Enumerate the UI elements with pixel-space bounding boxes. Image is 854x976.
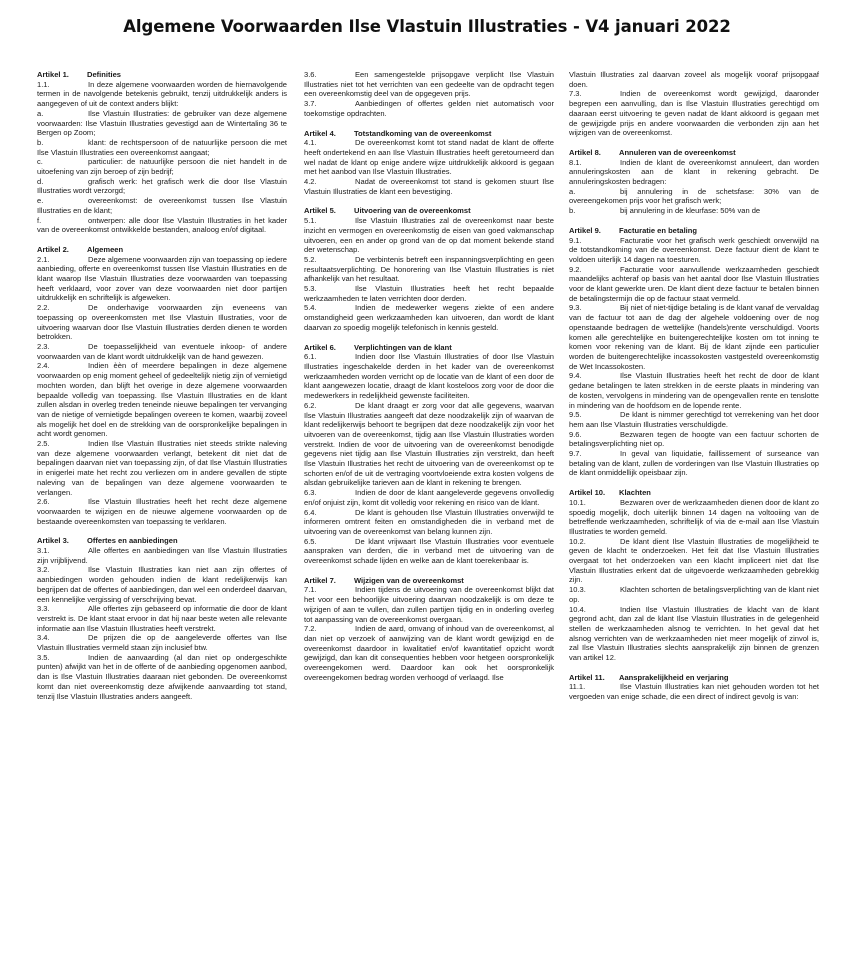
clause: [304, 303, 554, 332]
clause: [304, 70, 554, 99]
clause: [37, 653, 287, 702]
clause-number: 3.6.: [304, 70, 317, 79]
clause-text: Bezwaren tegen de hoogte van een factuur schorten de betalingsverplichting niet op.: [569, 429, 819, 449]
article-title: Facturatie en betaling: [619, 225, 698, 235]
article-heading: [37, 70, 287, 80]
article-number: Artikel 7.: [304, 575, 336, 585]
clause-number: 9.6.: [569, 429, 582, 439]
article-title: Offertes en aanbiedingen: [87, 536, 178, 546]
clause: [569, 682, 819, 701]
clause-text: Deze algemene voorwaarden zijn van toepassing op iedere aanbieding, offerte en overeenkomst tussen Ilse Vlastuin Illustraties en de klant waarop Ilse Vlastuin Illustraties deze voorwaarden van toepassing heeft verklaard, voor zover van deze voorwaarden niet door partijen uitdrukkelijk en schriftelijk is afgeweken.: [37, 254, 287, 303]
clause-number: 2.3.: [37, 341, 50, 351]
clause: [37, 303, 287, 342]
clause: [569, 206, 819, 216]
clause-text: Een samengestelde prijsopgave verplicht Ilse Vlastuin Illustraties niet tot het verrichten van een gedeelte van de opdracht tegen een overeenkomstig deel van de opgegeven prijs.: [304, 70, 554, 99]
article-number: Artikel 11.: [569, 672, 605, 682]
clause-text: De klant is gehouden Ilse Vlastuin Illustraties onverwijld te informeren omtrent feiten en omstandigheden die in verband met de uitvoering van de overeenkomst van belang kunnen zijn.: [304, 507, 554, 536]
clause-text: Indien de medewerker wegens ziekte of een andere omstandigheid geen werkzaamheden kan uitvoeren, dan wordt de klant daarvan zo spoedig mogelijk telefonisch in kennis gesteld.: [304, 303, 554, 332]
clause-text: Indien door Ilse Vlastuin Illustraties of door Ilse Vlastuin Illustraties ingeschakelde derden in het kader van de overeenkomst werkzaamheden worden verricht op de locatie van de klant of een door de klant aangewezen locatie, draagt de klant kosteloos zorg voor de door die medewerkers in redelijkheid gewenste faciliteiten.: [304, 352, 554, 401]
clause-text: Alle offertes zijn gebaseerd op informatie die door de klant verstrekt is. De klant staat ervoor in dat hij naar beste weten alle relevante informatie aan Ilse Vlastuin Illustraties heeft verstrekt.: [37, 604, 287, 633]
clause-number: 6.5.: [304, 536, 317, 546]
clause-number: 9.7.: [569, 449, 582, 459]
clause-number: 5.4.: [304, 303, 317, 313]
clause: [37, 157, 287, 176]
clause: [569, 158, 819, 187]
article-heading: [569, 488, 819, 498]
clause: [37, 255, 287, 304]
article-section: [304, 343, 554, 566]
clause-number: 2.5.: [37, 439, 50, 449]
clause-text: grafisch werk: het grafisch werk die door Ilse Vlastuin Illustraties wordt verzorgd;: [37, 176, 287, 196]
clause-text: ontwerpen: alle door Ilse Vlastuin Illustraties in het kader van de overeenkomst ontwikkelde bestanden, analoog en/of digitaal.: [37, 215, 287, 235]
clause-number: 5.3.: [304, 284, 317, 294]
clause-number: 3.2.: [37, 565, 50, 575]
article-heading: [569, 226, 819, 236]
clause: [569, 89, 819, 138]
clause-number: 4.2.: [304, 177, 317, 187]
clause: [304, 216, 554, 255]
clause-number: 9.4.: [569, 371, 582, 381]
clause-text: Aanbiedingen of offertes gelden niet automatisch voor toekomstige opdrachten.: [304, 99, 554, 118]
article-title: Verplichtingen van de klant: [354, 342, 452, 352]
clause: [304, 138, 554, 177]
clause: [37, 565, 287, 604]
clause: [37, 177, 287, 196]
clause-number: 6.4.: [304, 507, 317, 517]
clause-number: 10.4.: [569, 604, 586, 614]
article-section: [569, 673, 819, 702]
clause: [569, 303, 819, 371]
clause: [569, 605, 819, 663]
article-number: Artikel 2.: [37, 244, 69, 254]
clause: [37, 604, 287, 633]
article-section: [569, 148, 819, 216]
clause-text: Bezwaren over de werkzaamheden dienen door de klant zo spoedig mogelijk, doch uiterlijk binnen 14 dagen na voltooiing van de betreffende werkzaamheden, schriftelijk of via de e-mail aan Ilse Vlastuin Illustraties te worden gemeld.: [569, 497, 819, 536]
clause-number: f.: [37, 215, 42, 225]
article-number: Artikel 1.: [37, 70, 69, 79]
article-section: [304, 576, 554, 683]
clause-number: 9.5.: [569, 410, 582, 420]
article-number: Artikel 9.: [569, 225, 601, 235]
article-section: [569, 226, 819, 478]
clause: [569, 70, 819, 89]
clause-text: Bij niet of niet-tijdige betaling is de klant vanaf de vervaldag van de factuur tot aan de dag der algehele voldoening over de nog openstaande bedragen de wettelijke (handels)rente verschuldigd. Voorts komen alle gerechtelijke en buitengerechtelijke kosten om tot inning te komen voor rekening van de klant. Bij de klant zijnde een particulier worden de buitengerechtelijke incassokosten vastgesteld overeenkomstig de Wet Incassokosten.: [569, 303, 819, 371]
clause-text: De toepasselijkheid van eventuele inkoop- of andere voorwaarden van de klant wordt uitdrukkelijk van de hand gewezen.: [37, 341, 287, 361]
clause-text: De klant vrijwaart Ilse Vlastuin Illustraties voor eventuele aanspraken van derden, die in verband met de uitvoering van de overeenkomst schade lijden en welke aan de klant toerekenbaar is.: [304, 536, 554, 566]
clause-text: Indien de aanvaarding (al dan niet op ondergeschikte punten) afwijkt van het in de offerte of de aanbieding opgenomen aanbod, dan is Ilse Vlastuin Illustraties daaraan niet gebonden. De overeenkomst komt dan niet overeenkomstig deze afwijkende aanvaarding tot stand, tenzij Ilse Vlastuin Illustraties anders aangeeft.: [37, 652, 287, 701]
clause-text: Ilse Vlastuin Illustraties kan niet gehouden worden tot het vergoeden van enige schade, die een direct of indirect gevolg is van:: [569, 682, 819, 702]
clause-text: overeenkomst: de overeenkomst tussen Ilse Vlastuin Illustraties en de klant;: [37, 196, 287, 215]
clause-number: 6.3.: [304, 488, 317, 498]
clause-number: 10.2.: [569, 536, 586, 546]
article-title: Algemeen: [87, 244, 124, 254]
clause-number: 3.5.: [37, 652, 50, 662]
clause: [37, 546, 287, 565]
clause-text: Indien Ilse Vlastuin Illustraties niet steeds strikte naleving van deze algemene voorwaarden verlangt, betekent dit niet dat de bepalingen daarvan niet van toepassing zijn, of dat Ilse Vlastuin Illustraties in enigerlei mate het recht zou verliezen om in andere gevallen de stipte naleving van de bepalingen van deze algemene voorwaarden te verlangen.: [37, 439, 287, 497]
clause-text: Ilse Vlastuin Illustraties: de gebruiker van deze algemene voorwaarden: Ilse Vlastuin Illustraties gevestigd aan de Wintertaling 36 te Bergen op Zoom;: [37, 108, 287, 138]
clause: [37, 80, 287, 109]
clause: [569, 187, 819, 206]
clause-text: Indien de door de klant aangeleverde gegevens onvolledig en/of onjuist zijn, komt dit volledig voor rekening en risico van de klant.: [304, 488, 554, 507]
clause: [304, 177, 554, 196]
article-number: Artikel 8.: [569, 147, 601, 157]
clause-number: 6.2.: [304, 400, 317, 410]
clause-number: 11.1.: [569, 682, 586, 692]
clause-number: b.: [569, 206, 576, 216]
clause-number: 5.1.: [304, 216, 317, 226]
clause: [304, 352, 554, 401]
clause: [569, 371, 819, 410]
clause-number: 4.1.: [304, 138, 317, 148]
clause-number: 1.1.: [37, 79, 50, 89]
clause-number: 10.3.: [569, 585, 586, 595]
clause-text: Indien èèn of meerdere bepalingen in deze algemene voorwaarden op enig moment geheel of gedeeltelijk nietig zijn of vernietigd mochten worden, dan blijft het overige in deze algemene voorwaarden bepaalde volledig van toepassing. Ilse Vlastuin Illustraties en de klant zullen alsdan in overleg treden teneinde nieuwe bepalingen ter vervanging van de nietige of vernietigde bepalingen overeen te komen, waarbij zoveel als mogelijk het doel en de strekking van de oorspronkelijke bepalingen in acht wordt genomen.: [37, 361, 287, 439]
column-3: [569, 70, 819, 970]
clause: [304, 488, 554, 507]
column-2: [304, 70, 554, 970]
clause: [37, 138, 287, 157]
article-heading: [37, 245, 287, 255]
clause-text: De verbintenis betreft een inspanningsverplichting en geen resultaatsverplichting. De honorering van Ilse Vlastuin Illustraties is niet afhankelijk van het resultaat.: [304, 254, 554, 284]
clause-number: e.: [37, 196, 44, 206]
clause-text: Alle offertes en aanbiedingen van Ilse Vlastuin Illustraties zijn vrijblijvend.: [37, 546, 287, 565]
article-heading: [304, 343, 554, 353]
clause: [304, 537, 554, 566]
clause: [304, 99, 554, 118]
article-section: [569, 70, 819, 138]
clause-number: 2.4.: [37, 361, 50, 371]
clause-text: Indien Ilse Vlastuin Illustraties de klacht van de klant gegrond acht, dan zal de klant Ilse Vlastuin Illustraties in de gelegenheid stellen de werkzaamheden alsnog te verrichten. In het geval dat het alsnog verrichten van de werkzaamheden niet meer mogelijk of zinvol is, zal Ilse Vlastuin Illustraties slechts aansprakelijk zijn binnen de grenzen van artikel 12.: [569, 604, 819, 663]
clause-text: Indien de aard, omvang of inhoud van de overeenkomst, al dan niet op verzoek of aanwijzing van de klant wordt gewijzigd en de overeenkomst daardoor in kwalitatief en/of kwantitatief opzicht wordt gewijzigd, dan kan dit consequenties hebben voor hetgeen oorspronkelijk overeengekomen werd. Daardoor kan ook het oorspronkelijk overeengekomen bedrag worden verhoogd of verlaagd. Ilse: [304, 624, 554, 682]
clause-text: Ilse Vlastuin Illustraties heeft het recht bepaalde werkzaamheden te laten verrichten door derden.: [304, 284, 554, 303]
clause-number: 2.2.: [37, 303, 50, 313]
clause: [569, 430, 819, 449]
clause: [304, 508, 554, 537]
clause-number: 7.3.: [569, 89, 582, 99]
clause: [569, 410, 819, 429]
article-section: [304, 70, 554, 119]
article-section: [304, 129, 554, 197]
clause: [304, 255, 554, 284]
clause-text: Indien tijdens de uitvoering van de overeenkomst blijkt dat het voor een behoorlijke uitvoering daarvan noodzakelijk is om deze te wijzigen of aan te vullen, dan zullen partijen tijdig en in onderling overleg tot aanpassing van de overeenkomst overgaan.: [304, 585, 554, 624]
article-section: [569, 488, 819, 663]
clause-number: 9.2.: [569, 264, 582, 274]
clause-text: Facturatie voor het grafisch werk geschiedt onverwijld na de totstandkoming van de overeenkomst. Deze factuur dient de klant te voldoen uiterlijk 14 dagen na toesturen.: [569, 235, 819, 264]
clause: [304, 585, 554, 624]
clause: [37, 497, 287, 526]
clause-text: Facturatie voor aanvullende werkzaamheden geschiedt maandelijks achteraf op basis van het aantal door Ilse Vlastuin Illustraties voor de klant gewerkte uren. De klant dient deze factuur te betalen binnen de betalingstermijn die op de factuur staat vermeld.: [569, 264, 819, 303]
clause-text: De klant is nimmer gerechtigd tot verrekening van het door hem aan Ilse Vlastuin Illustraties verschuldigde.: [569, 410, 819, 429]
clause: [569, 585, 819, 604]
clause-text: Nadat de overeenkomst tot stand is gekomen stuurt Ilse Vlastuin Illustraties de klant een bevestiging.: [304, 177, 554, 196]
clause-number: 9.1.: [569, 235, 582, 245]
clause: [37, 439, 287, 497]
clause-number: 8.1.: [569, 157, 582, 167]
clause: [37, 633, 287, 652]
clause-text: De onderhavige voorwaarden zijn eveneens van toepassing op overeenkomsten met Ilse Vlastuin Illustraties, voor de uitvoering waarvan door Ilse Vlastuin Illustraties derden dienen te worden betrokken.: [37, 303, 287, 342]
clause-number: 6.1.: [304, 352, 317, 362]
article-title: Definities: [87, 70, 121, 79]
article-number: Artikel 3.: [37, 536, 69, 546]
clause: [37, 216, 287, 235]
clause: [37, 361, 287, 439]
clause-text: klant: de rechtspersoon of de natuurlijke persoon die met Ilse Vlastuin Illustraties een overeenkomst aangaat;: [37, 137, 287, 157]
document-title: Algemene Voorwaarden Ilse Vlastuin Illustraties - V4 januari 2022: [123, 17, 731, 36]
clause-text: Vlastuin Illustraties zal daarvan zoveel als mogelijk vooraf prijsopgaaf doen.: [569, 70, 819, 89]
article-heading: [304, 576, 554, 586]
clause-text: particulier: de natuurlijke persoon die niet handelt in de uitoefening van zijn beroep of zijn bedrijf;: [37, 157, 287, 177]
article-heading: [304, 206, 554, 216]
article-number: Artikel 5.: [304, 206, 336, 216]
clause: [304, 401, 554, 488]
clause-number: a.: [569, 186, 576, 196]
clause: [304, 284, 554, 303]
article-section: [37, 245, 287, 526]
clause-number: b.: [37, 137, 44, 147]
article-number: Artikel 6.: [304, 342, 336, 352]
clause-number: 9.3.: [569, 303, 582, 313]
clause-text: Ilse Vlastuin Illustraties heeft het recht deze algemene voorwaarden te wijzigen en de nieuwe algemene voorwaarden op de bestaande overeenkomsten van toepassing te verklaren.: [37, 497, 287, 526]
clause-text: In deze algemene voorwaarden worden de hiernavolgende termen in de navolgende betekenis gebruikt, tenzij uitdrukkelijk anders is aangegeven of uit de context anders blijkt:: [37, 79, 287, 109]
clause: [304, 624, 554, 682]
clause-number: 2.1.: [37, 254, 50, 264]
clause-text: Ilse Vlastuin Illustraties kan niet aan zijn offertes of aanbiedingen worden gehouden indien de klant redelijkerwijs kan begrijpen dat de offertes of aanbiedingen, dan wel een onderdeel daarvan, een kennelijke vergissing of verschrijving bevat.: [37, 565, 287, 604]
article-heading: [569, 673, 819, 683]
clause-number: 3.4.: [37, 633, 50, 643]
clause-text: Indien de klant de overeenkomst annuleert, dan worden annuleringskosten aan de klant in rekening gebracht. De annuleringskosten bedragen:: [569, 157, 819, 187]
clause-number: 3.7.: [304, 99, 317, 109]
clause-text: De prijzen die op de aangeleverde offertes van Ilse Vlastuin Illustraties vermeld staan zijn inclusief btw.: [37, 633, 287, 653]
column-1: [37, 70, 287, 970]
article-title: Aansprakelijkheid en verjaring: [619, 672, 729, 682]
clause-number: a.: [37, 108, 44, 118]
article-title: Totstandkoming van de overeenkomst: [354, 128, 492, 138]
article-section: [37, 536, 287, 701]
clause: [37, 342, 287, 361]
article-section: [37, 70, 287, 235]
clause: [37, 196, 287, 215]
clause-text: Klachten schorten de betalingsverplichting van de klant niet op.: [569, 585, 819, 604]
clause-text: De klant dient Ilse Vlastuin Illustraties de mogelijkheid te geven de klacht te onderzoeken. Het feit dat Ilse Vlastuin Illustraties overgaat tot het onderzoeken van een klacht impliceert niet dat Ilse Vlastuin Illustraties erkent dat de uitgevoerde werkzaamheden gebrekkig zijn.: [569, 536, 819, 585]
article-title: Wijzigen van de overeenkomst: [354, 575, 464, 585]
article-title: Uitvoering van de overeenkomst: [354, 206, 471, 216]
clause-number: d.: [37, 176, 44, 186]
clause-number: 10.1.: [569, 497, 586, 507]
article-title: Klachten: [619, 488, 651, 498]
article-heading: [37, 536, 287, 546]
clause-number: 3.3.: [37, 604, 50, 614]
article-title: Annuleren van de overeenkomst: [619, 147, 736, 157]
clause-number: 7.1.: [304, 585, 317, 595]
clause-text: De overeenkomst komt tot stand nadat de klant de offerte heeft ondertekend en aan Ilse Vlastuin Illustraties heeft geretourneerd dan wel nadat de klant op enige andere wijze uitdrukkelijk akkoord is gegaan met het aanbod van Ilse Vlastuin Illustraties.: [304, 138, 554, 177]
clause-text: In geval van liquidatie, faillissement of surseance van betaling van de klant, zullen de vorderingen van Ilse Vlastuin Illustraties op de klant onmiddellijk opeisbaar zijn.: [569, 449, 819, 478]
clause-text: Ilse Vlastuin Illustraties zal de overeenkomst naar beste inzicht en vermogen en overeenkomstig de eisen van goed vakmanschap uitvoeren, een en ander op grond van de op dat moment bekende stand der wetenschap.: [304, 216, 554, 255]
clause: [569, 537, 819, 586]
clause-text: De klant draagt er zorg voor dat alle gegevens, waarvan Ilse Vlastuin Illustraties aangeeft dat deze noodzakelijk zijn of waarvan de klant redelijkerwijs behoort te begrijpen dat deze noodzakelijk zijn voor het uitvoeren van de overeenkomst, tijdig aan Ilse Vlastuin Illustraties worden verstrekt. Indien de voor de uitvoering van de overeenkomst benodigde gegevens niet tijdig aan Ilse Vlastuin Illustraties zijn verstrekt, dan heeft Ilse Vlastuin Illustraties het recht de uitvoering van de overeenkomst op te schorten en/of de uit de vertraging voortvloeiende extra kosten volgens de alsdan gebruikelijke tarieven aan de klant in rekening te brengen.: [304, 400, 554, 488]
clause: [569, 236, 819, 265]
article-heading: [569, 148, 819, 158]
clause: [569, 449, 819, 478]
clause: [569, 265, 819, 304]
article-number: Artikel 10.: [569, 488, 606, 498]
clause-number: 3.1.: [37, 546, 50, 556]
article-section: [304, 206, 554, 332]
clause: [37, 109, 287, 138]
clause-number: 7.2.: [304, 624, 317, 634]
clause-text: bij annulering in de kleurfase: 50% van de: [620, 206, 761, 216]
clause-text: bij annulering in de schetsfase: 30% van de overeengekomen prijs voor het grafisch werk;: [569, 186, 819, 206]
clause-number: 5.2.: [304, 254, 317, 264]
clause: [569, 498, 819, 537]
clause-text: Indien de overeenkomst wordt gewijzigd, daaronder begrepen een aanvulling, dan is Ilse Vlastuin Illustraties gerechtigd om daaraan eerst uitvoering te geven nadat de klant akkoord is gegaan met de gewijzigde prijs en andere voorwaarden die verbonden zijn aan het wijzigen van de overeenkomst.: [569, 89, 819, 138]
clause-number: c.: [37, 157, 43, 167]
article-heading: [304, 129, 554, 139]
clause-number: 2.6.: [37, 497, 50, 507]
clause-text: Ilse Vlastuin Illustraties heeft het recht de door de klant gedane betalingen te laten strekken in de eerste plaats in mindering van de kosten, vervolgens in mindering van de opengevallen rente en tenslotte in mindering van de hoofdsom en de lopende rente.: [569, 371, 819, 410]
article-number: Artikel 4.: [304, 128, 336, 138]
